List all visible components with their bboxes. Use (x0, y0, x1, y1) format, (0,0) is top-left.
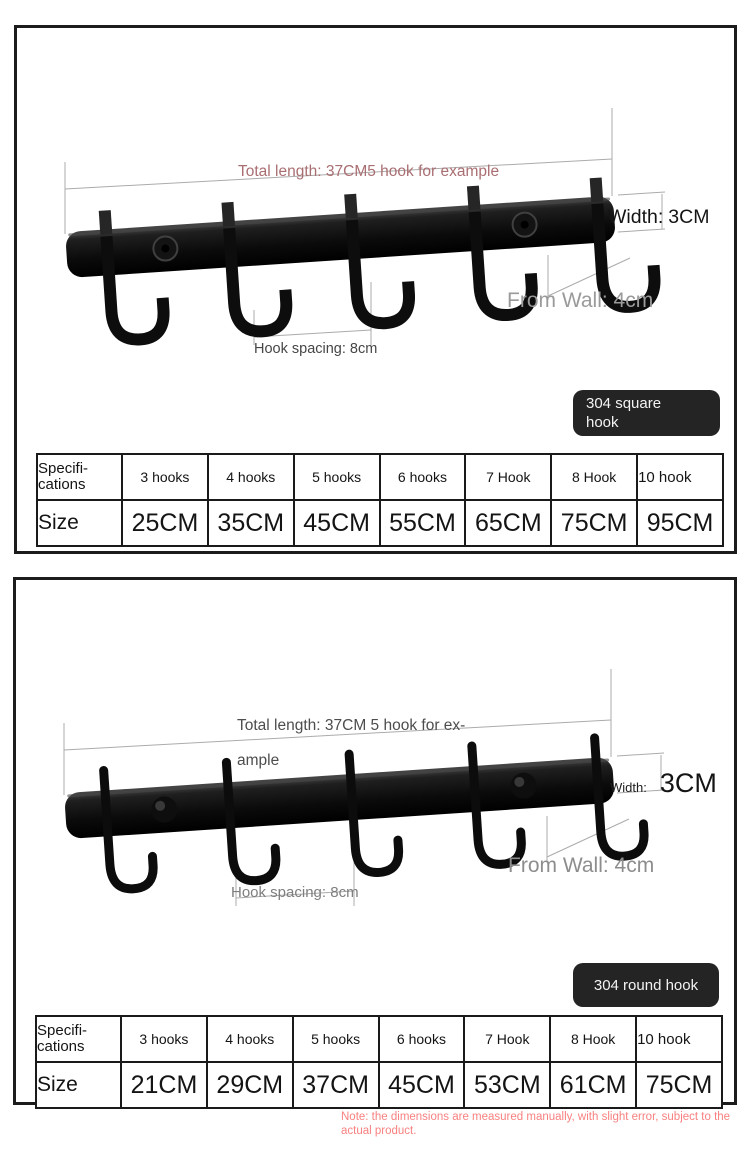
badge-line1: 304 square (586, 395, 662, 412)
total-length-line1: Total length: 37CM5 hook for example (238, 162, 500, 180)
total-length-line1: Total length: 37CM 5 hook for ex- (237, 716, 466, 734)
screw (512, 212, 538, 238)
width-tick-top (618, 192, 665, 195)
width-label: Width: (610, 780, 647, 795)
size-table (36, 453, 724, 547)
measurement-note: Note: the dimensions are measured manually, with slight error, subject to the actual product. (341, 1111, 731, 1137)
header-cell: 10 hook (637, 454, 723, 500)
header-cell: 6 hooks (379, 1016, 465, 1062)
square-hook-panel (14, 25, 737, 554)
size-value-cell: 45CM (379, 1062, 465, 1108)
header-cell: 4 hooks (207, 1016, 293, 1062)
table-size-row (36, 1062, 722, 1108)
screw (153, 236, 179, 262)
from-wall-label: From Wall: 4cm (508, 854, 655, 877)
header-cell: 8 Hook (550, 1016, 636, 1062)
spec-header-cell: Specifi-cations (37, 454, 122, 500)
size-value-cell: 75CM (551, 500, 637, 546)
header-cell: 6 hooks (380, 454, 466, 500)
size-value-cell: 95CM (637, 500, 723, 546)
size-row-label: Size (36, 1062, 121, 1108)
size-value-cell: 25CM (122, 500, 208, 546)
from-wall-label: From Wall: 4cm (507, 289, 654, 312)
header-cell: 4 hooks (208, 454, 294, 500)
size-value-cell: 55CM (380, 500, 466, 546)
width-dimension (608, 206, 709, 229)
size-value-cell: 29CM (207, 1062, 293, 1108)
total-length-annotation (238, 145, 530, 215)
product-type-badge (573, 963, 719, 1007)
table-header-row (37, 454, 723, 500)
size-value-cell: 35CM (208, 500, 294, 546)
size-value-cell: 53CM (464, 1062, 550, 1108)
size-value-cell: 61CM (550, 1062, 636, 1108)
header-cell: 7 Hook (464, 1016, 550, 1062)
size-row-label: Size (37, 500, 122, 546)
total-length-line2: ample (237, 751, 280, 769)
table-size-row (37, 500, 723, 546)
spec-header-cell: Specifi-cations (36, 1016, 121, 1062)
width-tick-bottom (618, 229, 665, 232)
product-type-badge (573, 390, 720, 436)
total-length-annotation (237, 699, 529, 787)
table-header-row (36, 1016, 722, 1062)
size-value-cell: 75CM (636, 1062, 722, 1108)
width-tick-top (617, 753, 664, 756)
width-value: 3CM (659, 768, 717, 798)
size-value-cell: 45CM (294, 500, 380, 546)
size-value-cell: 65CM (465, 500, 551, 546)
header-cell: 8 Hook (551, 454, 637, 500)
header-cell: 10 hook (636, 1016, 722, 1062)
header-cell: 3 hooks (121, 1016, 207, 1062)
hook-spacing-label: Hook spacing: 8cm (231, 884, 359, 901)
width-dimension (610, 768, 717, 799)
size-table (35, 1015, 723, 1109)
header-cell: 3 hooks (122, 454, 208, 500)
header-cell: 7 Hook (465, 454, 551, 500)
width-value: 3CM (668, 206, 710, 228)
hook-spacing-label: Hook spacing: 8cm (254, 341, 378, 357)
badge-line1: 304 round hook (593, 976, 699, 994)
badge-line2: hook (586, 414, 619, 431)
header-cell: 5 hooks (294, 454, 380, 500)
width-label: Width: (608, 206, 664, 228)
round-hook-panel (13, 577, 737, 1105)
size-value-cell: 37CM (293, 1062, 379, 1108)
header-cell: 5 hooks (293, 1016, 379, 1062)
size-value-cell: 21CM (121, 1062, 207, 1108)
